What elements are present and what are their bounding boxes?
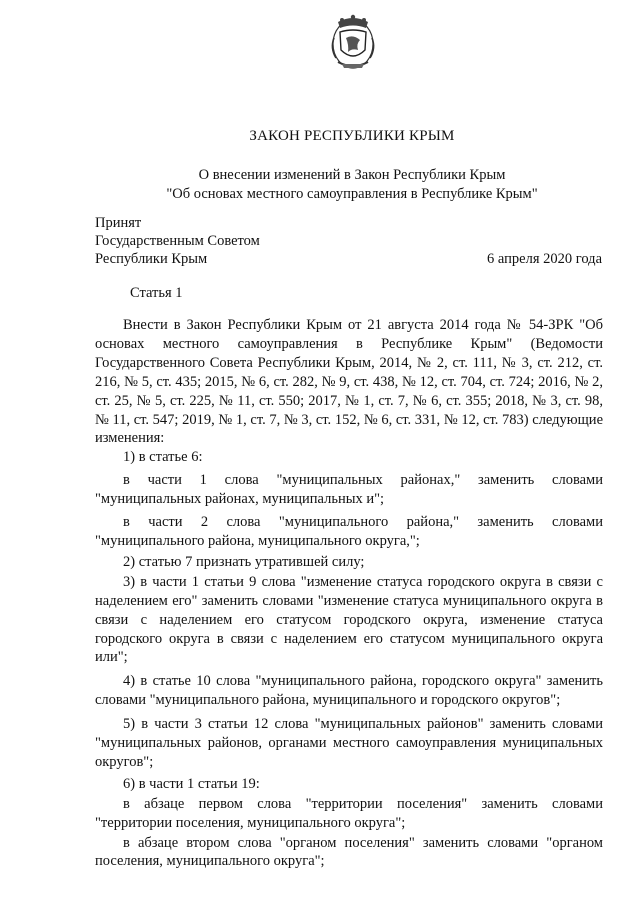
paragraph-item: 2) статью 7 признать утратившей силу;: [123, 553, 365, 570]
law-title: ЗАКОН РЕСПУБЛИКИ КРЫМ: [249, 128, 455, 144]
adoption-line-3: Республики Крым: [95, 251, 208, 267]
paragraph-item: 3) в части 1 статьи 9 слова "изменение статуса городского округа в связи с наделением его" заменить словами "изменение статуса муниципального округа в связи с наделением его статусом городского округа, изменение статуса городского округа в связи с наделением его статусом муниципального округа или";: [95, 573, 603, 666]
law-subtitle-line-2: "Об основах местного самоуправления в Республике Крым": [166, 186, 538, 202]
article-heading: Статья 1: [130, 285, 183, 301]
adoption-line-1: Принят: [95, 215, 142, 231]
law-subtitle-line-1: О внесении изменений в Закон Республики Крым: [198, 167, 506, 183]
paragraph-item: 5) в части 3 статьи 12 слова "муниципальных районов" заменить словами "муниципальных районов, органами местного самоуправления муниципальных округов";: [95, 716, 603, 770]
article-body: [95, 316, 603, 871]
adoption-line-2: Государственным Советом: [95, 233, 260, 249]
paragraph-item: 4) в статье 10 слова "муниципального района, городского округа" заменить словами "муниципального района, муниципального и городского округов";: [95, 673, 603, 709]
paragraph-item: в абзаце первом слова "территории поселения" заменить словами "территории поселения, муниципального округа";: [95, 795, 603, 831]
paragraph-item: в части 2 слова "муниципального района," заменить словами "муниципального района, муниципального округа,";: [95, 514, 603, 549]
paragraph-item: в абзаце втором слова "органом поселения" заменить словами "органом поселения, муниципального округа";: [95, 834, 603, 870]
paragraph-item: в части 1 слова "муниципальных районах," заменить словами "муниципальных районах, муниципальных и";: [95, 472, 603, 508]
crimea-coat-of-arms-icon: [328, 14, 378, 72]
paragraph-intro: Внести в Закон Республики Крым от 21 августа 2014 года № 54-ЗРК "Об основах местного самоуправления в Республике Крым" (Ведомости Государственного Совета Республики Крым, 2014, № 2, ст. 111, № 3, ст. 212, ст. 216, № 5, ст. 435; 2015, № 6, ст. 282, № 9, ст. 438, № 12, ст. 704, ст. 724; 2016, № 2, ст. 25, № 5, ст. 225, № 11, ст. 550; 2017, № 1, ст. 7, № 6, ст. 355; 2018, № 3, ст. 98, № 11, ст. 547; 2019, № 1, ст. 7, № 3, ст. 152, № 6, ст. 331, № 12, ст. 783) следующие изменения:: [95, 317, 603, 447]
paragraph-item: 6) в части 1 статьи 19:: [123, 775, 260, 792]
adoption-date: 6 апреля 2020 года: [487, 251, 602, 267]
paragraph-item: 1) в статье 6:: [123, 449, 203, 466]
